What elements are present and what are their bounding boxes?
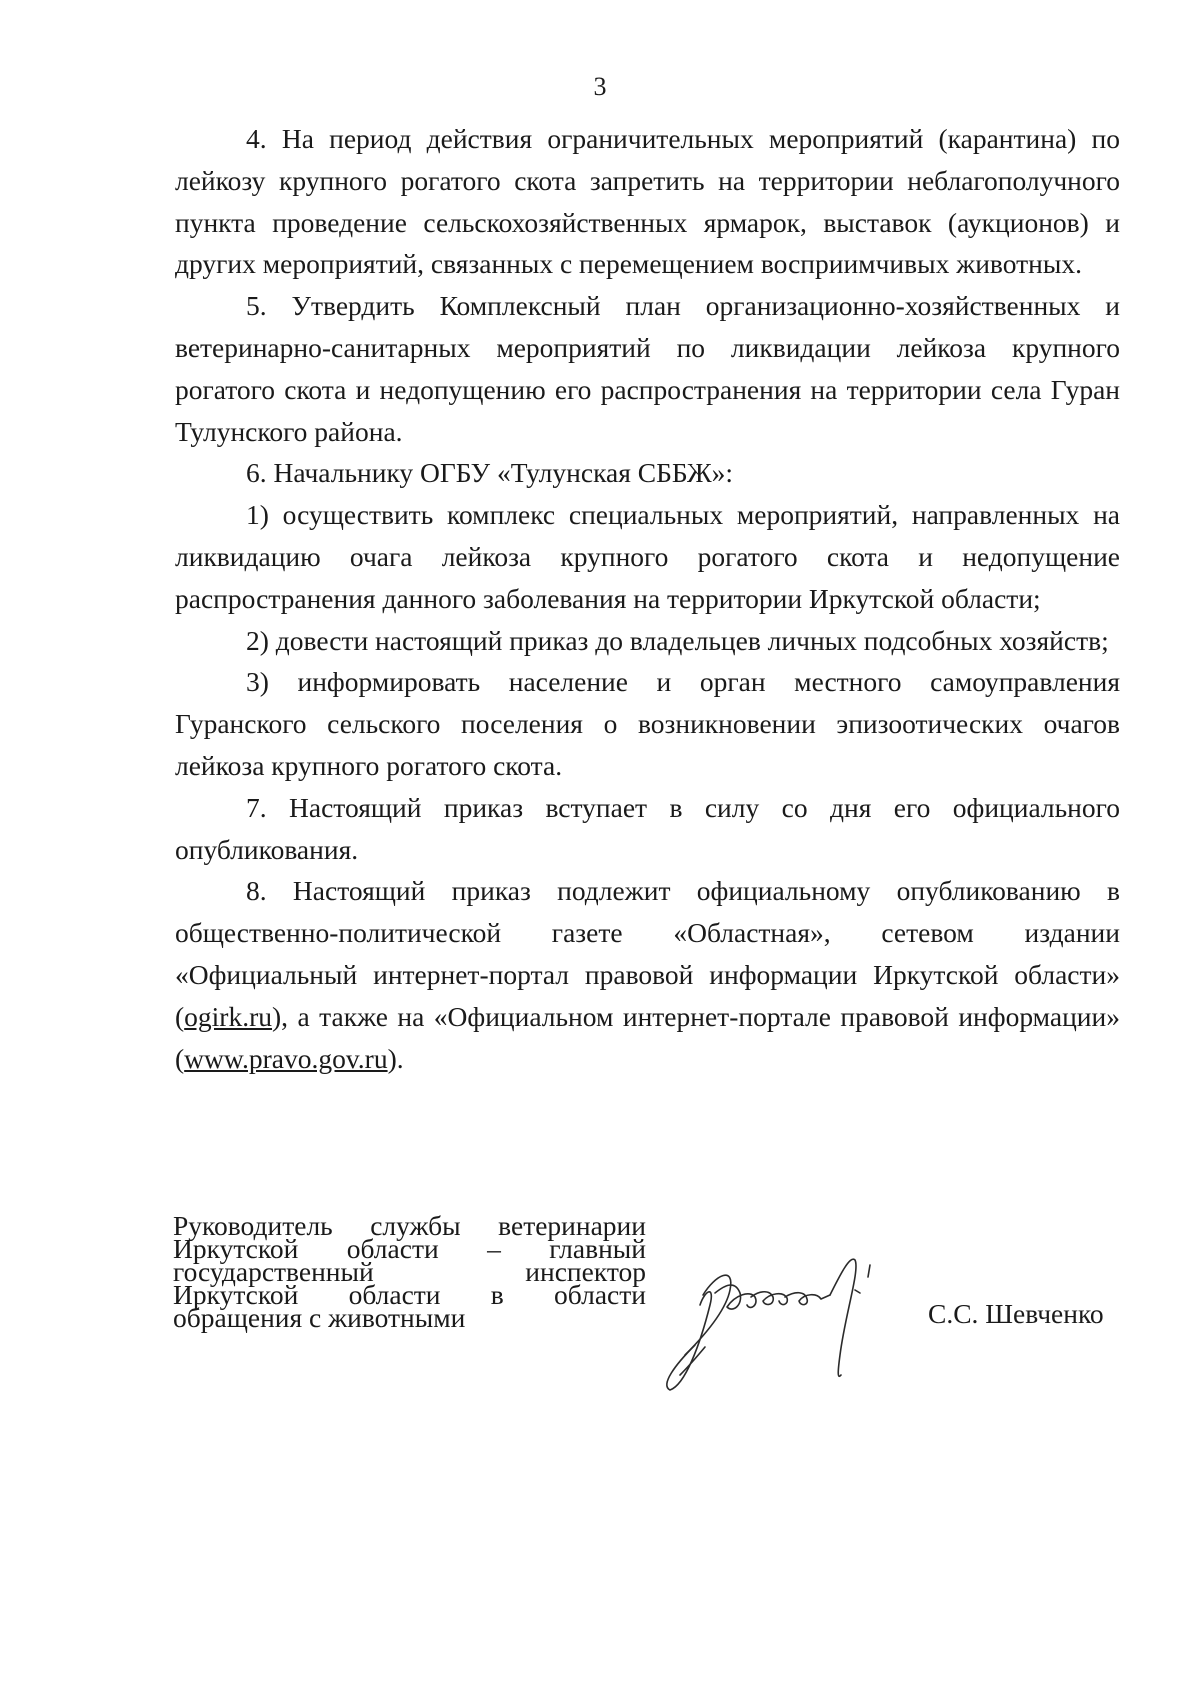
- signer-name: С.С. Шевченко: [928, 1298, 1104, 1329]
- paragraph-6: 6. Начальнику ОГБУ «Тулунская СББЖ»:: [246, 457, 734, 489]
- position-line: Иркутской области – главный: [173, 1233, 646, 1264]
- signatory-position: [173, 1210, 646, 1333]
- position-line: обращения с животными: [173, 1302, 466, 1333]
- paragraph-8-text-3: ).: [387, 1042, 404, 1074]
- handwritten-signature: [655, 1235, 915, 1395]
- paragraph-6-item-1: 1) осуществить комплекс специальных мероприятий, направленных на ликвидацию очага лейкоза крупного рогатого скота и недопущение распространения данного заболевания на территории Иркутской области;: [175, 499, 1120, 614]
- position-line: Руководитель службы ветеринарии: [173, 1210, 646, 1241]
- paragraph-8: [175, 870, 1120, 1079]
- ogirk-link[interactable]: ogirk.ru: [184, 1000, 273, 1032]
- paragraph-6-item-3: 3) информировать население и орган местного самоуправления Гуранского сельского поселения о возникновении эпизоотических очагов лейкоза крупного рогатого скота.: [175, 666, 1120, 781]
- paragraph-8-text-2: ), а также на «Официальном интернет-портале правовой информации» (: [175, 1000, 1120, 1074]
- position-line: государственный инспектор: [173, 1256, 646, 1287]
- paragraph-4: 4. На период действия ограничительных мероприятий (карантина) по лейкозу крупного рогатого скота запретить на территории неблагополучного пункта проведение сельскохозяйственных ярмарок, выставок (аукционов) и других мероприятий, связанных с перемещением восприимчивых животных.: [175, 123, 1120, 280]
- paragraph-6-item-2: 2) довести настоящий приказ до владельцев личных подсобных хозяйств;: [246, 624, 1109, 656]
- document-body: [175, 118, 1120, 1079]
- paragraph-5: 5. Утвердить Комплексный план организационно-хозяйственных и ветеринарно-санитарных мероприятий по ликвидации лейкоза крупного рогатого скота и недопущению его распространения на территории села Гуран Тулунского района.: [175, 290, 1120, 447]
- paragraph-8-text-1: 8. Настоящий приказ подлежит официальному опубликованию в общественно-политической газете «Областная», сетевом издании «Официальный интернет-портал правовой информации Иркутской области» (: [175, 875, 1120, 1032]
- position-line: Иркутской области в области: [173, 1279, 646, 1310]
- page-number: 3: [593, 72, 607, 101]
- paragraph-7: 7. Настоящий приказ вступает в силу со дня его официального опубликования.: [175, 791, 1120, 865]
- pravo-gov-link[interactable]: www.pravo.gov.ru: [184, 1042, 388, 1074]
